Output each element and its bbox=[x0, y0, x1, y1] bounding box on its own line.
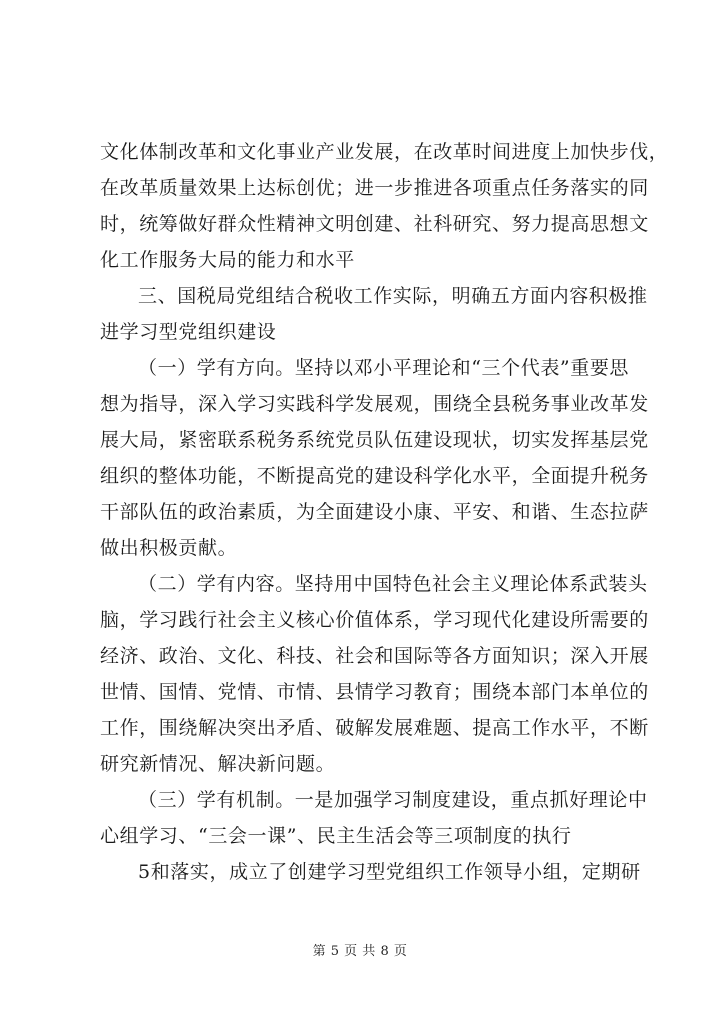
paragraph-start-line: （二）学有内容。坚持用中国特色社会主义理论体系武装头 bbox=[138, 573, 648, 595]
section-heading-line: 三、国税局党组结合税收工作实际，明确五方面内容积极推 bbox=[138, 285, 648, 307]
text-line: 5和落实，成立了创建学习型党组织工作领导小组，定期研 bbox=[138, 861, 641, 883]
text-line: 展大局，紧密联系税务系统党员队伍建设现状，切实发挥基层党 bbox=[100, 429, 649, 451]
text-line: 做出积极贡献。 bbox=[100, 537, 238, 559]
section-heading-line: 进学习型党组织建设 bbox=[100, 321, 277, 343]
text-line: 化工作服务大局的能力和水平 bbox=[100, 249, 355, 271]
text-line: 在改革质量效果上达标创优；进一步推进各项重点任务落实的同 bbox=[100, 177, 649, 199]
text-line: 想为指导，深入学习实践科学发展观，围绕全县税务事业改革发 bbox=[100, 393, 649, 415]
text-line: 工作，围绕解决突出矛盾、破解发展难题、提高工作水平，不断 bbox=[100, 717, 649, 739]
text-line: 经济、政治、文化、科技、社会和国际等各方面知识；深入开展 bbox=[100, 645, 649, 667]
text-line: 时，统筹做好群众性精神文明创建、社科研究、努力提高思想文 bbox=[100, 213, 649, 235]
paragraph-start-line: （三）学有机制。一是加强学习制度建设，重点抓好理论中 bbox=[138, 789, 648, 811]
text-line: 组织的整体功能，不断提高党的建设科学化水平，全面提升税务 bbox=[100, 465, 649, 487]
text-line: 文化体制改革和文化事业产业发展，在改革时间进度上加快步伐， bbox=[100, 141, 669, 163]
paragraph-start-line: （一）学有方向。坚持以邓小平理论和“三个代表”重要思 bbox=[138, 357, 630, 379]
page-footer: 第 5 页 共 8 页 bbox=[312, 944, 408, 959]
text-line: 心组学习、“三会一课”、民主生活会等三项制度的执行 bbox=[100, 825, 572, 847]
text-line: 干部队伍的政治素质，为全面建设小康、平安、和谐、生态拉萨 bbox=[100, 501, 649, 523]
text-line: 世情、国情、党情、市情、县情学习教育；围绕本部门本单位的 bbox=[100, 681, 649, 703]
text-line: 研究新情况、解决新问题。 bbox=[100, 753, 336, 775]
text-line: 脑，学习践行社会主义核心价值体系，学习现代化建设所需要的 bbox=[100, 609, 649, 631]
